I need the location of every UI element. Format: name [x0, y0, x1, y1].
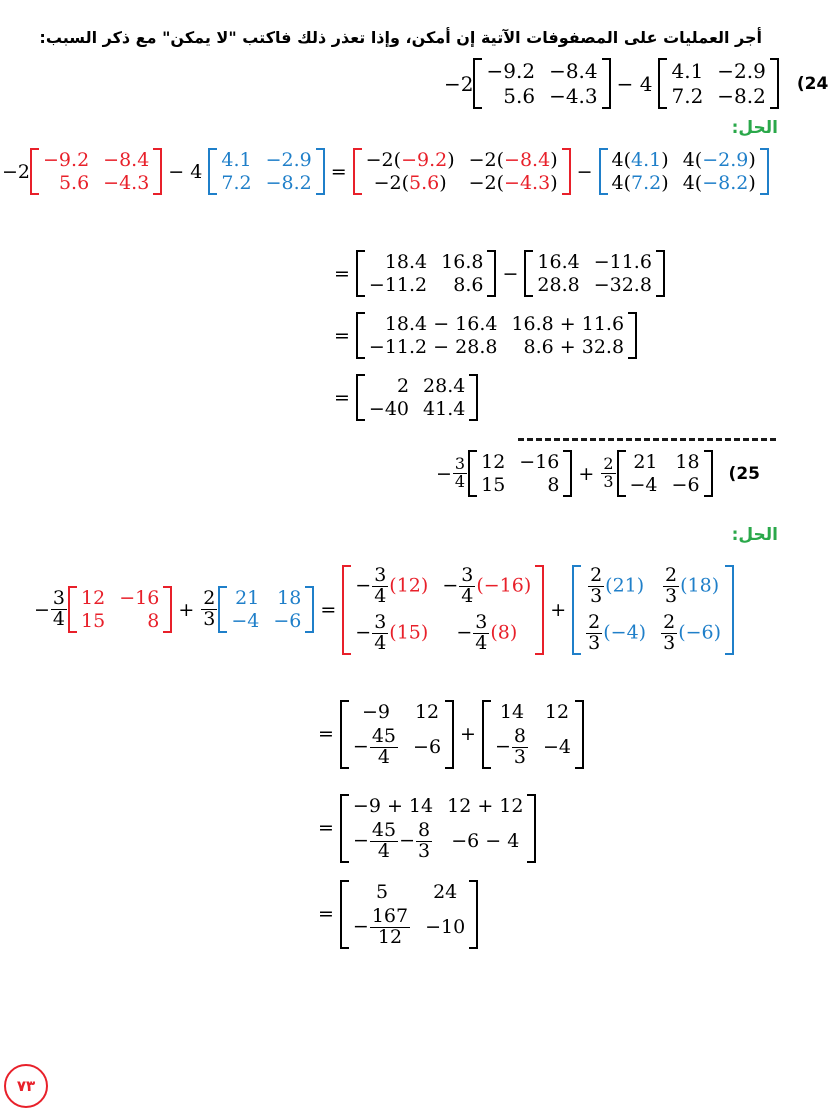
- cell: 12: [81, 587, 106, 610]
- section-divider: [518, 438, 776, 441]
- cell: 7.2: [221, 172, 252, 194]
- cell: 16.8: [441, 251, 484, 273]
- cell: 4(7.2): [611, 172, 669, 194]
- cell: −11.6: [593, 251, 652, 273]
- instruction-text: أجر العمليات على المصفوفات الآتية إن أمكن، وإذا تعذر ذلك فاكتب "لا يمكن" مع ذكر السبب:: [39, 28, 762, 47]
- coef: −2: [2, 160, 31, 183]
- cell: −2(−8.4): [468, 149, 558, 171]
- cell: 16.4: [537, 251, 580, 273]
- cell: 8.6 + 32.8: [523, 336, 625, 358]
- matrix-a: [30, 148, 162, 195]
- cell: 8: [147, 610, 160, 633]
- cell: −16: [119, 587, 160, 610]
- fraction: $\frac{2}{3}$: [203, 587, 216, 631]
- matrix-b: [658, 58, 778, 109]
- cell: −2.9: [265, 149, 312, 171]
- sol24-step2: [328, 250, 665, 297]
- cell: −40: [368, 398, 410, 420]
- cell: 12: [481, 451, 506, 473]
- cell: −8.2: [265, 172, 312, 194]
- equals: =: [330, 160, 347, 183]
- fraction: $\frac{3}{4}$: [52, 587, 66, 631]
- cell: − $\frac{3}{4}$ (8): [456, 610, 518, 654]
- cell: − $\frac{3}{4}$ (12): [355, 564, 429, 607]
- cell: 5.6: [503, 84, 536, 108]
- matrix: [356, 312, 637, 359]
- cell: −4.3: [549, 84, 598, 108]
- cell: 18.4: [384, 251, 428, 273]
- cell: 21: [633, 451, 658, 473]
- matrix-a: [68, 586, 172, 633]
- equals: =: [334, 386, 350, 409]
- cell: 4.1: [221, 149, 252, 171]
- cell: 12: [414, 701, 440, 723]
- cell: 8: [547, 474, 560, 496]
- fraction: $\frac{2}{3}$: [603, 454, 614, 491]
- cell: −4: [629, 474, 658, 496]
- cell: 18: [277, 587, 302, 610]
- cell: −6 − 4: [451, 830, 520, 853]
- page-number: ٧٣: [4, 1064, 48, 1108]
- cell: 7.2: [671, 84, 704, 108]
- cell: 14: [499, 701, 525, 723]
- matrix: [340, 700, 454, 769]
- matrix-a: [468, 450, 572, 497]
- equals: =: [334, 324, 350, 347]
- sol25-step3: = −9 + 14 12 + 12 − $\frac{45}{4}$ − $\frac{8}{3}$ −6 − 4: [312, 794, 536, 863]
- sol24-step4: [328, 374, 478, 421]
- matrix: [340, 794, 537, 863]
- cell: 12: [544, 701, 570, 723]
- matrix-b: [218, 586, 314, 633]
- cell: −2.9: [717, 59, 766, 83]
- cell: 12 + 12: [447, 795, 524, 817]
- cell: 18: [675, 451, 700, 473]
- cell: − $\frac{3}{4}$ (15): [355, 610, 429, 654]
- cell: −16: [519, 451, 560, 473]
- expanded-a: [353, 148, 571, 195]
- cell: 4.1: [671, 59, 704, 83]
- cell: −11.2 − 28.8: [368, 336, 498, 358]
- cell: 5.6: [58, 172, 90, 194]
- problem-number: (24: [796, 73, 828, 94]
- cell: −9 + 14: [352, 795, 434, 817]
- expanded-a: [342, 565, 544, 655]
- cell: 2: [396, 375, 410, 397]
- cell: $\frac{2}{3}$ (−4): [588, 610, 647, 654]
- cell: − $\frac{45}{4}$: [352, 725, 397, 768]
- problem-25: − $\frac{3}{4}$ 12 −16 15 8 + $\frac{2}{3}$ 21 18 −4 −6 (25: [436, 451, 760, 496]
- cell: − $\frac{3}{4}$ (−16): [442, 564, 532, 607]
- cell: 16.8 + 11.6: [511, 313, 625, 335]
- cell: −6: [273, 610, 302, 633]
- expanded-b: [599, 148, 769, 195]
- coef: −2: [444, 71, 474, 96]
- coef: − 4: [616, 71, 653, 96]
- cell: $\frac{2}{3}$ (18): [665, 564, 720, 607]
- cell: 4(−2.9): [682, 149, 756, 171]
- cell: −32.8: [593, 274, 652, 296]
- matrix: [356, 250, 497, 297]
- cell: 18.4 − 16.4: [384, 313, 498, 335]
- equals: =: [334, 262, 350, 285]
- cell: −4: [231, 610, 260, 633]
- cell: −6: [671, 474, 700, 496]
- minus: −: [502, 262, 519, 285]
- matrix: [524, 250, 665, 297]
- matrix-a: [473, 58, 610, 109]
- cell: 21: [235, 587, 260, 610]
- cell: −2(−4.3): [468, 172, 558, 194]
- cell: −11.2: [368, 274, 428, 296]
- cell: − $\frac{167}{12}$: [352, 905, 409, 948]
- expanded-b: [572, 565, 734, 655]
- matrix: [356, 374, 478, 421]
- sol24-line1: [2, 148, 769, 195]
- sol25-step4: = 5 24 − $\frac{167}{12}$ −10: [312, 880, 478, 949]
- matrix: [482, 700, 584, 769]
- cell: −4.3: [103, 172, 150, 194]
- cell: 4(−8.2): [682, 172, 756, 194]
- sol25-line1: − $\frac{3}{4}$ 12 −16 15 8 + $\frac{2}{3}$ 21 18 −4 −6 = − $\frac{3}{4}$ (12) − $\frac{3}{4}$ (−16) − $\frac{3}{4}$ (15) − $\frac{3}{4}$ (8) + $\frac{2}{3}$ (21) $\frac{2}{3}$ (18) $\frac{2}{3}$ (−4) $\frac{2}{3}$ (−6): [34, 565, 734, 655]
- sol24-step3: [328, 312, 637, 359]
- cell: − $\frac{8}{3}$: [494, 725, 526, 768]
- matrix-b: [208, 148, 324, 195]
- cell: $\frac{2}{3}$ (−6): [663, 610, 722, 654]
- minus: −: [576, 160, 593, 183]
- cell: −10: [425, 916, 466, 939]
- matrix: [340, 880, 478, 949]
- cell: 5: [375, 881, 389, 903]
- cell: −8.2: [717, 84, 766, 108]
- cell: $\frac{2}{3}$ (21): [590, 564, 645, 607]
- coef: − 4: [168, 160, 203, 183]
- solution-label: الحل:: [731, 525, 778, 545]
- cell: 28.4: [423, 375, 466, 397]
- cell: −6: [413, 736, 442, 759]
- cell: −2(−9.2): [365, 149, 455, 171]
- cell: −9.2: [486, 59, 536, 83]
- cell: 8.6: [453, 274, 484, 296]
- solution-label: الحل:: [731, 118, 778, 138]
- cell: −8.4: [549, 59, 598, 83]
- cell: − $\frac{45}{4}$ − $\frac{8}{3}$: [352, 819, 431, 862]
- matrix-b: [617, 450, 713, 497]
- cell: −9: [361, 701, 390, 723]
- problem-24: [444, 58, 828, 109]
- sol25-step2: = −9 12 − $\frac{45}{4}$ −6 + 14 12 − $\frac{8}{3}$ −4: [312, 700, 584, 769]
- cell: 4(4.1): [611, 149, 669, 171]
- cell: −4: [542, 736, 571, 759]
- cell: 15: [481, 474, 506, 496]
- problem-number: (25: [728, 463, 760, 484]
- cell: −9.2: [43, 149, 90, 171]
- cell: 24: [433, 881, 458, 903]
- cell: 41.4: [423, 398, 466, 420]
- cell: 15: [81, 610, 106, 633]
- cell: −2(5.6): [373, 172, 447, 194]
- fraction: $\frac{3}{4}$: [454, 454, 466, 491]
- cell: 28.8: [537, 274, 580, 296]
- cell: −8.4: [103, 149, 150, 171]
